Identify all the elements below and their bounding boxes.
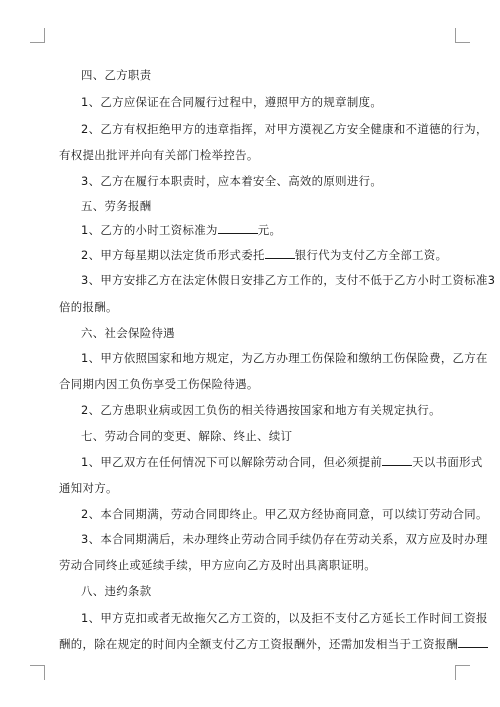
crop-mark-top-right	[455, 28, 470, 43]
line-text: 七、劳动合同的变更、解除、终止、续订	[81, 429, 293, 443]
fill-in-blank	[265, 248, 295, 259]
crop-mark-bottom-right	[455, 665, 470, 680]
line-text-before: 2、甲方每星期以法定货币形式委托	[81, 248, 265, 262]
document-line	[59, 199, 471, 213]
line-text: 1、甲方依照国家和地方规定，为乙方办理工伤保险和缴纳工伤保险费，乙方在	[81, 351, 488, 365]
line-text: 2、乙方有权拒绝甲方的违章指挥，对甲方漠视乙方安全健康和不道德的行为，	[81, 122, 488, 136]
document-line	[59, 429, 471, 443]
crop-mark-top-left	[30, 28, 45, 43]
document-line	[59, 532, 488, 546]
document-line	[59, 273, 496, 287]
line-text-before: 酬的，除在规定的时间内全额支付乙方工资报酬外，还需加发相当于工资报酬	[59, 637, 459, 651]
line-text: 2、本合同期满，劳动合同即终止。甲乙双方经协商同意，可以续订劳动合同。	[81, 507, 488, 521]
line-text-after: 元。	[257, 223, 282, 237]
document-line	[59, 377, 449, 391]
line-text: 3、本合同期满后，未办理终止劳动合同手续仍存在劳动关系，双方应及时办理	[81, 532, 488, 546]
line-text: 3、甲方安排乙方在法定休假日安排乙方工作的，支付不低于乙方小时工资标准3	[81, 273, 496, 287]
line-text-after: 银行代为支付乙方全部工资。	[294, 248, 448, 262]
line-text: 1、甲方克扣或者无故拖欠乙方工资的，以及拒不支付乙方延长工作时间工资报	[81, 611, 488, 625]
document-line	[59, 507, 488, 521]
line-text-after: 天以书面形式	[412, 455, 483, 469]
document-line	[59, 300, 449, 314]
line-text: 倍的报酬。	[59, 300, 118, 314]
document-line	[59, 584, 471, 598]
line-text: 有权提出批评并向有关部门检举控告。	[59, 148, 259, 162]
document-line	[59, 455, 483, 469]
line-text: 1、乙方应保证在合同履行过程中，遵照甲方的规章制度。	[81, 95, 383, 109]
document-line	[59, 481, 449, 495]
line-text: 3、乙方在履行本职责时，应本着安全、高效的原则进行。	[81, 174, 383, 188]
line-text: 五、劳务报酬	[81, 199, 152, 213]
fill-in-blank	[218, 223, 258, 234]
line-text: 四、乙方职责	[81, 68, 152, 82]
document-line	[59, 637, 459, 651]
document-line	[59, 68, 471, 82]
fill-in-blank	[458, 637, 488, 648]
document-line	[59, 95, 471, 109]
line-text: 通知对方。	[59, 481, 118, 495]
document-line	[59, 611, 488, 625]
line-text: 合同期内因工负伤享受工伤保险待遇。	[59, 377, 259, 391]
document-line	[59, 248, 471, 262]
document-line	[59, 174, 471, 188]
line-text-before: 1、甲乙双方在任何情况下可以解除劳动合同，但必须提前	[81, 455, 383, 469]
document-line	[59, 122, 488, 136]
document-line	[59, 148, 449, 162]
document-line	[59, 558, 449, 572]
line-text: 2、乙方患职业病或因工负伤的相关待遇按国家和地方有关规定执行。	[81, 403, 441, 417]
line-text: 六、社会保险待遇	[81, 326, 175, 340]
crop-mark-bottom-left	[30, 665, 45, 680]
document-line	[59, 351, 488, 365]
document-line	[59, 223, 471, 237]
document-line	[59, 326, 471, 340]
line-text: 劳动合同终止或延续手续，甲方应向乙方及时出具离职证明。	[59, 558, 376, 572]
document-line	[59, 403, 471, 417]
line-text: 八、违约条款	[81, 584, 152, 598]
fill-in-blank	[382, 455, 412, 466]
line-text-before: 1、乙方的小时工资标准为	[81, 223, 218, 237]
